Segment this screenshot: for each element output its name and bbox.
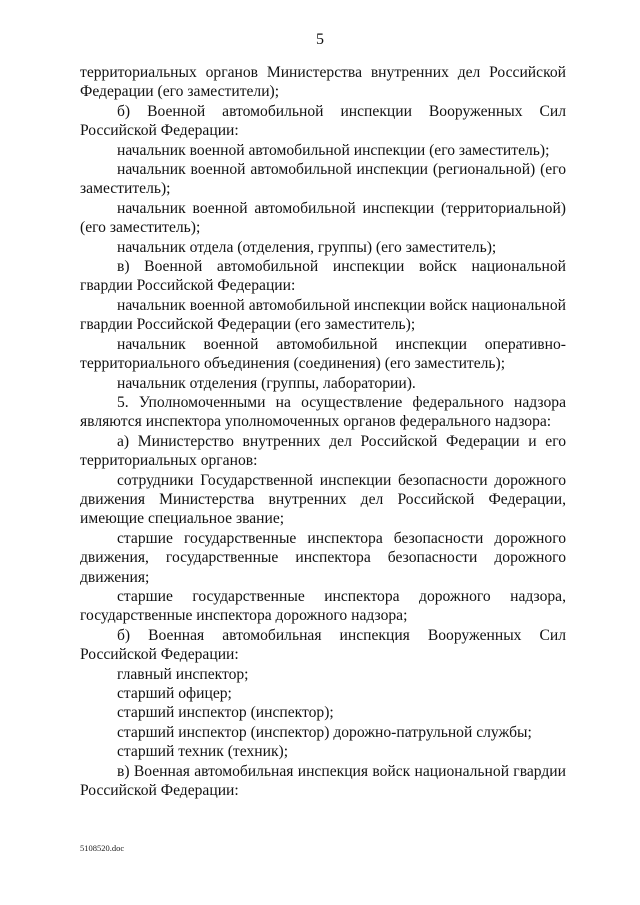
page-number: 5	[316, 31, 324, 48]
paragraph: начальник военной автомобильной инспекции (территориальной) (его заместитель);	[80, 199, 566, 237]
paragraph: начальник военной автомобильной инспекции (его заместитель);	[117, 141, 550, 159]
paragraph: б) Военной автомобильной инспекции Вооруженных Сил Российской Федерации:	[80, 102, 566, 140]
paragraph: в) Военной автомобильной инспекции войск национальной гвардии Российской Федерации:	[80, 258, 566, 295]
paragraph: начальник отделения (группы, лаборатории).	[117, 374, 416, 392]
paragraph: в) Военная автомобильная инспекция войск национальной гвардии Российской Федерации:	[80, 762, 566, 800]
paragraph: старшие государственные инспектора безопасности дорожного движения, государственные инспектора безопасности дорожного движения;	[80, 529, 566, 586]
paragraph: старший инспектор (инспектор) дорожно-патрульной службы;	[117, 723, 532, 741]
paragraph: территориальных органов Министерства внутренних дел Российской Федерации (его заместители);	[80, 64, 566, 101]
paragraph: а) Министерство внутренних дел Российской Федерации и его территориальных органов:	[80, 432, 566, 470]
paragraph: б) Военная автомобильная инспекция Вооруженных Сил Российской Федерации:	[80, 626, 566, 664]
paragraph: старший инспектор (инспектор);	[117, 704, 334, 722]
file-name-footer: 5108520.doc	[80, 843, 125, 853]
paragraph: начальник отдела (отделения, группы) (его заместитель);	[117, 238, 497, 256]
document-body	[80, 63, 566, 800]
paragraph: главный инспектор;	[117, 665, 249, 683]
paragraph: старший офицер;	[117, 685, 232, 702]
paragraph: начальник военной автомобильной инспекции оперативно-территориального объединения (соединения) (его заместитель);	[80, 335, 566, 373]
paragraph: начальник военной автомобильной инспекции (региональной) (его заместитель);	[80, 161, 566, 198]
paragraph: старшие государственные инспектора дорожного надзора, государственные инспектора дорожного надзора;	[80, 587, 566, 625]
paragraph: старший техник (техник);	[117, 743, 289, 761]
paragraph: начальник военной автомобильной инспекции войск национальной гвардии Российской Федерации (его заместитель);	[80, 296, 566, 334]
paragraph: сотрудники Государственной инспекции безопасности дорожного движения Министерства внутренних дел Российской Федерации, имеющие специальное звание;	[80, 471, 566, 528]
paragraph: 5. Уполномоченными на осуществление федерального надзора являются инспектора уполномоченных органов федерального надзора:	[80, 393, 566, 431]
